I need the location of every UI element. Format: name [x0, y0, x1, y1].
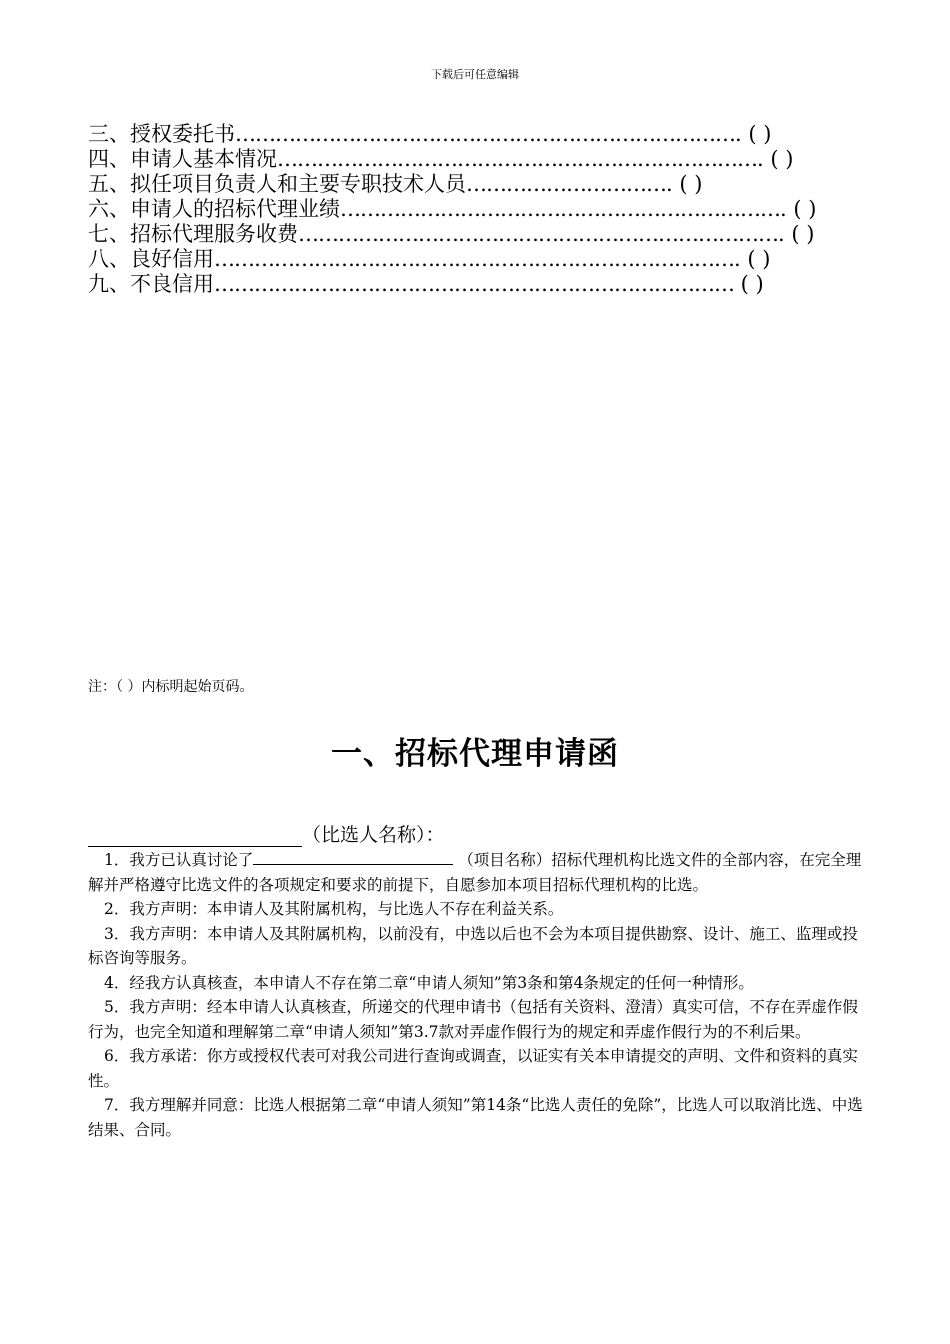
toc-dots: …………………………………………………………: [340, 197, 780, 221]
letter-body: [88, 848, 868, 1142]
toc-note: 注：（ ）内标明起始页码。: [88, 679, 254, 695]
addressee-line: [88, 820, 445, 847]
paragraph-text: （项目名称）招标代理机构比选文件的全部内容，在完全理解并严格遵守比选文件的各项规定和要求的前提下，自愿参加本项目招标代理机构的比选。: [88, 851, 862, 894]
page-header: 下载后可任意编辑: [431, 68, 519, 81]
toc-dots: ………………………………………………………………: [277, 147, 757, 171]
table-of-contents: [88, 122, 878, 297]
section-title: 一、招标代理申请函: [331, 736, 619, 772]
toc-dots: ……………………………………………………………………: [214, 272, 734, 296]
toc-page: . ( ): [780, 197, 817, 221]
toc-page: . ( ): [735, 122, 772, 146]
paragraph-2: 2．我方声明：本申请人及其附属机构，与比选人不存在利益关系。: [104, 900, 564, 918]
toc-label: 六、申请人的招标代理业绩: [88, 197, 340, 221]
toc-page: . ( ): [666, 172, 703, 196]
paragraph-7: 7．我方理解并同意：比选人根据第二章“申请人须知”第14条“比选人责任的免除”，比选人可以取消比选、中选结果、合同。: [88, 1096, 863, 1139]
toc-item: [88, 247, 878, 272]
toc-dots: ………………………………………………………………: [298, 222, 778, 246]
toc-label: 五、拟任项目负责人和主要专职技术人员: [88, 172, 466, 196]
toc-item: [88, 222, 878, 247]
toc-dots: …………………………: [466, 172, 666, 196]
paragraph-3: 3．我方声明：本申请人及其附属机构，以前没有，中选以后也不会为本项目提供勘察、设计、施工、监理或投标咨询等服务。: [88, 924, 858, 967]
toc-page: . ( ): [734, 247, 771, 271]
paragraph-4: 4．经我方认真核查，本申请人不存在第二章“申请人须知”第3条和第4条规定的任何一种情形。: [104, 973, 754, 992]
toc-dots: ……………………………………………………………………: [214, 247, 734, 271]
paragraph-6: 6．我方承诺：你方或授权代表可对我公司进行查询或调查，以证实有关本申请提交的声明、文件和资料的真实性。: [88, 1047, 858, 1090]
toc-item: [88, 272, 878, 297]
toc-item: [88, 197, 878, 222]
toc-label: 八、良好信用: [88, 247, 214, 271]
project-name-blank: [253, 848, 453, 865]
toc-item: [88, 122, 878, 147]
toc-item: [88, 172, 878, 197]
toc-dots: …………………………………………………………………: [235, 122, 735, 146]
toc-item: [88, 147, 878, 172]
paragraph-1: [88, 848, 868, 897]
addressee-label: （比选人名称）：: [302, 824, 445, 846]
toc-label: 七、招标代理服务收费: [88, 222, 298, 246]
toc-label: 三、授权委托书: [88, 122, 235, 146]
paragraph-text: 1．我方已认真讨论了: [104, 851, 254, 869]
toc-page: . ( ): [757, 147, 794, 171]
toc-label: 九、不良信用: [88, 272, 214, 296]
toc-page: . ( ): [778, 222, 815, 246]
addressee-blank: [88, 826, 302, 847]
paragraph-5: 5．我方声明：经本申请人认真核查，所递交的代理申请书（包括有关资料、澄清）真实可信，不存在弄虚作假行为，也完全知道和理解第二章“申请人须知”第3.7款对弄虚作假行为的规定和弄虚作假行为的不利后果。: [88, 998, 858, 1041]
toc-page: ( ): [734, 272, 764, 296]
toc-label: 四、申请人基本情况: [88, 147, 277, 171]
